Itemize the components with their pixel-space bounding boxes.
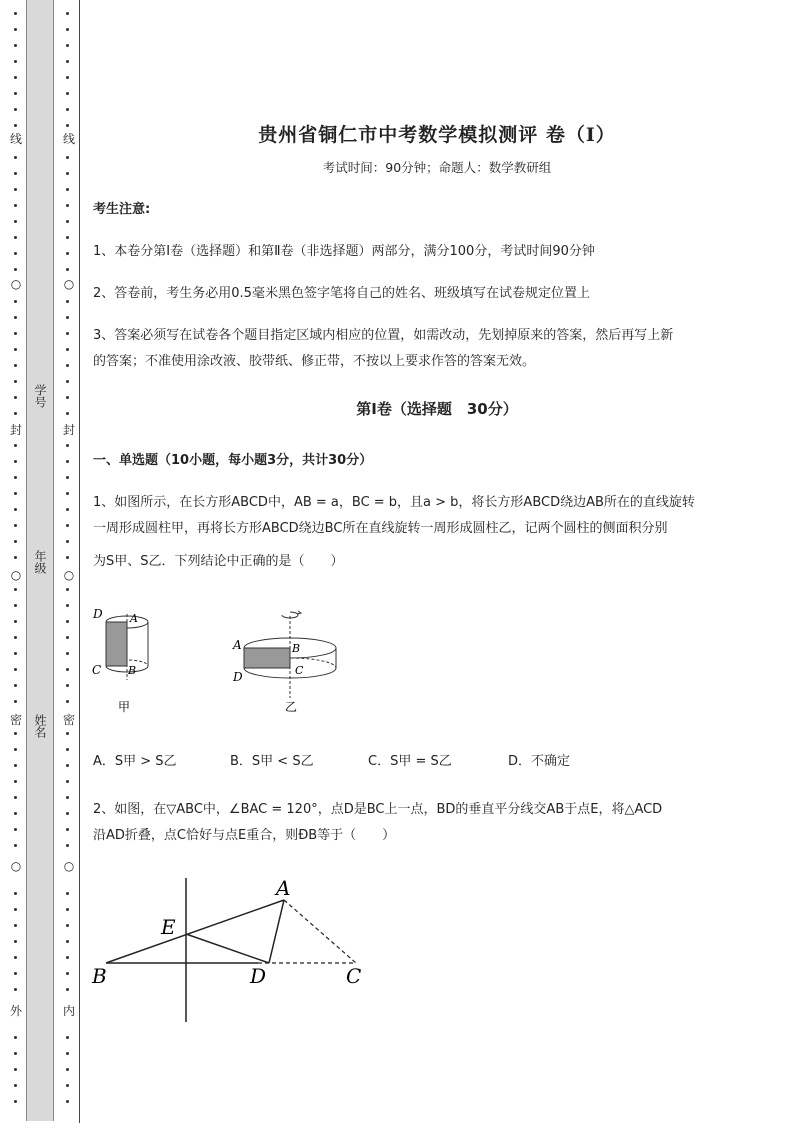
margin-dot xyxy=(14,908,17,911)
margin-dot xyxy=(14,524,17,527)
fig-a-label-b: B xyxy=(128,664,137,677)
margin-dot xyxy=(66,1084,69,1087)
margin-dot xyxy=(66,924,69,927)
notes-heading: 考生注意: xyxy=(93,202,151,217)
margin-dot xyxy=(66,956,69,959)
margin-dot xyxy=(14,380,17,383)
q1-option-d: D．不确定 xyxy=(508,754,571,769)
margin-dot xyxy=(14,332,17,335)
margin-dot xyxy=(14,124,17,127)
inner-mark-nei: 内 xyxy=(62,1004,75,1018)
q1-option-a: A．S甲 > S乙 xyxy=(93,754,177,769)
margin-dot xyxy=(14,764,17,767)
margin-dot xyxy=(66,76,69,79)
margin-dot xyxy=(66,492,69,495)
inner-circle: ○ xyxy=(63,277,75,291)
note-1: 1、本卷分第Ⅰ卷（选择题）和第Ⅱ卷（非选择题）两部分，满分100分，考试时间90分钟 xyxy=(93,244,595,259)
margin-dot xyxy=(14,396,17,399)
margin-dot xyxy=(66,12,69,15)
margin-dot xyxy=(14,492,17,495)
q2-label-e: E xyxy=(161,915,176,939)
fig-b-label-b: B xyxy=(292,642,301,655)
margin-dot xyxy=(66,1100,69,1103)
margin-circle: ○ xyxy=(10,568,22,582)
margin-dot xyxy=(14,556,17,559)
outer-dot-column xyxy=(11,0,21,1123)
margin-dot xyxy=(66,988,69,991)
q2-line1: 2、如图，在▽ABC中，∠BAC = 120°，点D是BC上一点，BD的垂直平分线交AB于点E，将△ACD xyxy=(93,802,663,817)
margin-dot xyxy=(66,444,69,447)
name-field: 姓名 xyxy=(33,714,47,738)
grade-field: 年级 xyxy=(33,550,47,574)
margin-dot xyxy=(66,732,69,735)
margin-circle: ○ xyxy=(10,277,22,291)
margin-dot xyxy=(14,620,17,623)
margin-dot xyxy=(14,1084,17,1087)
margin-dot xyxy=(66,204,69,207)
note-2: 2、答卷前，考生务必用0.5毫米黑色签字笔将自己的姓名、班级填写在试卷规定位置上 xyxy=(93,286,590,301)
margin-dot xyxy=(66,764,69,767)
margin-dot xyxy=(66,220,69,223)
fig-a-caption: 甲 xyxy=(118,700,131,714)
margin-dot xyxy=(14,796,17,799)
margin-dot xyxy=(14,92,17,95)
q2-label-d: D xyxy=(250,964,267,988)
margin-dot xyxy=(66,380,69,383)
margin-dot xyxy=(14,60,17,63)
margin-mark-mi: 密 xyxy=(9,713,22,727)
margin-dot xyxy=(66,236,69,239)
margin-dot xyxy=(66,700,69,703)
margin-dot xyxy=(14,1100,17,1103)
q1-figure-b xyxy=(228,606,348,716)
margin-dot xyxy=(66,60,69,63)
margin-dot xyxy=(66,556,69,559)
margin-dot xyxy=(66,668,69,671)
margin-dot xyxy=(14,604,17,607)
margin-dot xyxy=(14,988,17,991)
exam-subtitle: 考试时间：90分钟；命题人：数学教研组 xyxy=(322,160,552,175)
margin-dot xyxy=(66,540,69,543)
q1-line2: 一周形成圆柱甲，再将长方形ABCD绕边BC所在直线旋转一周形成圆柱乙，记两个圆柱的侧面积分别 xyxy=(93,521,668,536)
q1-option-b: B．S甲 < S乙 xyxy=(230,754,314,769)
margin-dot xyxy=(14,1068,17,1071)
inner-mark-xian: 线 xyxy=(62,132,75,146)
margin-dot xyxy=(66,44,69,47)
margin-mark-wai: 外 xyxy=(9,1004,22,1018)
margin-dot xyxy=(66,1036,69,1039)
margin-dot xyxy=(14,940,17,943)
margin-dot xyxy=(66,188,69,191)
margin-dot xyxy=(14,76,17,79)
margin-dot xyxy=(14,364,17,367)
margin-dot xyxy=(14,972,17,975)
margin-dot xyxy=(66,524,69,527)
margin-dot xyxy=(66,92,69,95)
margin-dot xyxy=(14,220,17,223)
margin-dot xyxy=(14,892,17,895)
q1-line1: 1、如图所示，在长方形ABCD中，AB = a，BC = b，且a > b，将长方形ABCD绕边AB所在的直线旋转 xyxy=(93,495,695,510)
exam-title: 贵州省铜仁市中考数学模拟测评 卷（Ⅰ） xyxy=(258,124,616,146)
q1-line3: 为S甲、S乙．下列结论中正确的是（ ） xyxy=(93,554,344,569)
fig-a-label-c: C xyxy=(92,663,102,677)
margin-dot xyxy=(66,364,69,367)
margin-dot xyxy=(14,316,17,319)
note-3-cont: 的答案；不准使用涂改液、胶带纸、修正带，不按以上要求作答的答案无效。 xyxy=(93,354,536,369)
margin-dot xyxy=(14,252,17,255)
margin-dot xyxy=(66,108,69,111)
margin-dot xyxy=(14,780,17,783)
margin-dot xyxy=(66,748,69,751)
margin-dot xyxy=(66,652,69,655)
margin-dot xyxy=(66,796,69,799)
fig-b-label-a: A xyxy=(233,638,242,652)
margin-dot xyxy=(14,508,17,511)
margin-dot xyxy=(66,684,69,687)
margin-dot xyxy=(14,156,17,159)
margin-dot xyxy=(66,460,69,463)
margin-dot xyxy=(14,460,17,463)
margin-dot xyxy=(14,652,17,655)
margin-dot xyxy=(66,268,69,271)
margin-dot xyxy=(14,12,17,15)
inner-mark-feng: 封 xyxy=(62,423,75,437)
margin-dot xyxy=(66,1068,69,1071)
margin-dot xyxy=(66,844,69,847)
margin-dot xyxy=(14,828,17,831)
margin-dot xyxy=(14,172,17,175)
margin-dot xyxy=(14,268,17,271)
margin-dot xyxy=(14,28,17,31)
q2-line2: 沿AD折叠，点C恰好与点E重合，则ÐB等于（ ） xyxy=(93,828,396,843)
margin-dot xyxy=(66,636,69,639)
margin-dot xyxy=(14,348,17,351)
margin-dot xyxy=(66,300,69,303)
margin-dot xyxy=(14,844,17,847)
note-3: 3、答案必须写在试卷各个题目指定区域内相应的位置，如需改动，先划掉原来的答案，然后再写上新 xyxy=(93,328,674,343)
q2-label-a: A xyxy=(276,876,291,900)
margin-dot xyxy=(66,940,69,943)
fig-a-label-a: A xyxy=(130,612,138,625)
margin-dot xyxy=(66,172,69,175)
margin-dot xyxy=(66,1052,69,1055)
margin-dot xyxy=(14,540,17,543)
margin-dot xyxy=(14,412,17,415)
margin-dot xyxy=(66,28,69,31)
margin-dot xyxy=(66,588,69,591)
margin-dot xyxy=(66,828,69,831)
part-heading: 一、单选题（10小题，每小题3分，共计30分） xyxy=(93,453,373,468)
margin-dot xyxy=(14,700,17,703)
margin-dot xyxy=(66,412,69,415)
margin-dot xyxy=(66,348,69,351)
margin-dot xyxy=(66,812,69,815)
margin-dot xyxy=(66,156,69,159)
margin-mark-feng: 封 xyxy=(9,423,22,437)
fig-a-label-d: D xyxy=(93,607,103,621)
margin-dot xyxy=(14,44,17,47)
margin-dot xyxy=(14,1052,17,1055)
q2-label-c: C xyxy=(346,964,362,988)
margin-dot xyxy=(66,604,69,607)
margin-dot xyxy=(14,748,17,751)
margin-dot xyxy=(14,588,17,591)
margin-dot xyxy=(14,108,17,111)
margin-dot xyxy=(14,300,17,303)
margin-dot xyxy=(14,204,17,207)
margin-dot xyxy=(66,476,69,479)
fig-b-label-c: C xyxy=(295,664,304,677)
margin-dot xyxy=(66,316,69,319)
inner-circle: ○ xyxy=(63,568,75,582)
margin-dot xyxy=(14,188,17,191)
q1-figure-a xyxy=(88,600,168,715)
fig-b-caption: 乙 xyxy=(285,700,298,714)
margin-dot xyxy=(14,812,17,815)
margin-dot xyxy=(66,252,69,255)
margin-dot xyxy=(14,668,17,671)
margin-dot xyxy=(66,620,69,623)
margin-dot xyxy=(66,908,69,911)
q2-label-b: B xyxy=(92,964,107,988)
inner-dot-column xyxy=(63,0,73,1123)
margin-dot xyxy=(66,124,69,127)
fig-b-label-d: D xyxy=(233,670,243,684)
margin-dot xyxy=(14,476,17,479)
margin-dot xyxy=(14,444,17,447)
margin-dot xyxy=(66,972,69,975)
margin-dot xyxy=(14,956,17,959)
inner-circle: ○ xyxy=(63,859,75,873)
section-title: 第Ⅰ卷（选择题 30分） xyxy=(356,400,518,418)
margin-dot xyxy=(66,508,69,511)
q1-option-c: C．S甲 = S乙 xyxy=(368,754,452,769)
inner-mark-mi: 密 xyxy=(62,713,75,727)
margin-dot xyxy=(14,732,17,735)
margin-dot xyxy=(66,892,69,895)
margin-dot xyxy=(14,636,17,639)
margin-circle: ○ xyxy=(10,859,22,873)
margin-dot xyxy=(14,236,17,239)
q2-figure xyxy=(88,870,378,1030)
margin-mark-xian: 线 xyxy=(9,132,22,146)
margin-dot xyxy=(14,684,17,687)
margin-dot xyxy=(66,396,69,399)
margin-dot xyxy=(14,1036,17,1039)
margin-dot xyxy=(14,924,17,927)
student-id-field: 学号 xyxy=(33,384,47,408)
margin-dot xyxy=(66,332,69,335)
margin-dot xyxy=(66,780,69,783)
